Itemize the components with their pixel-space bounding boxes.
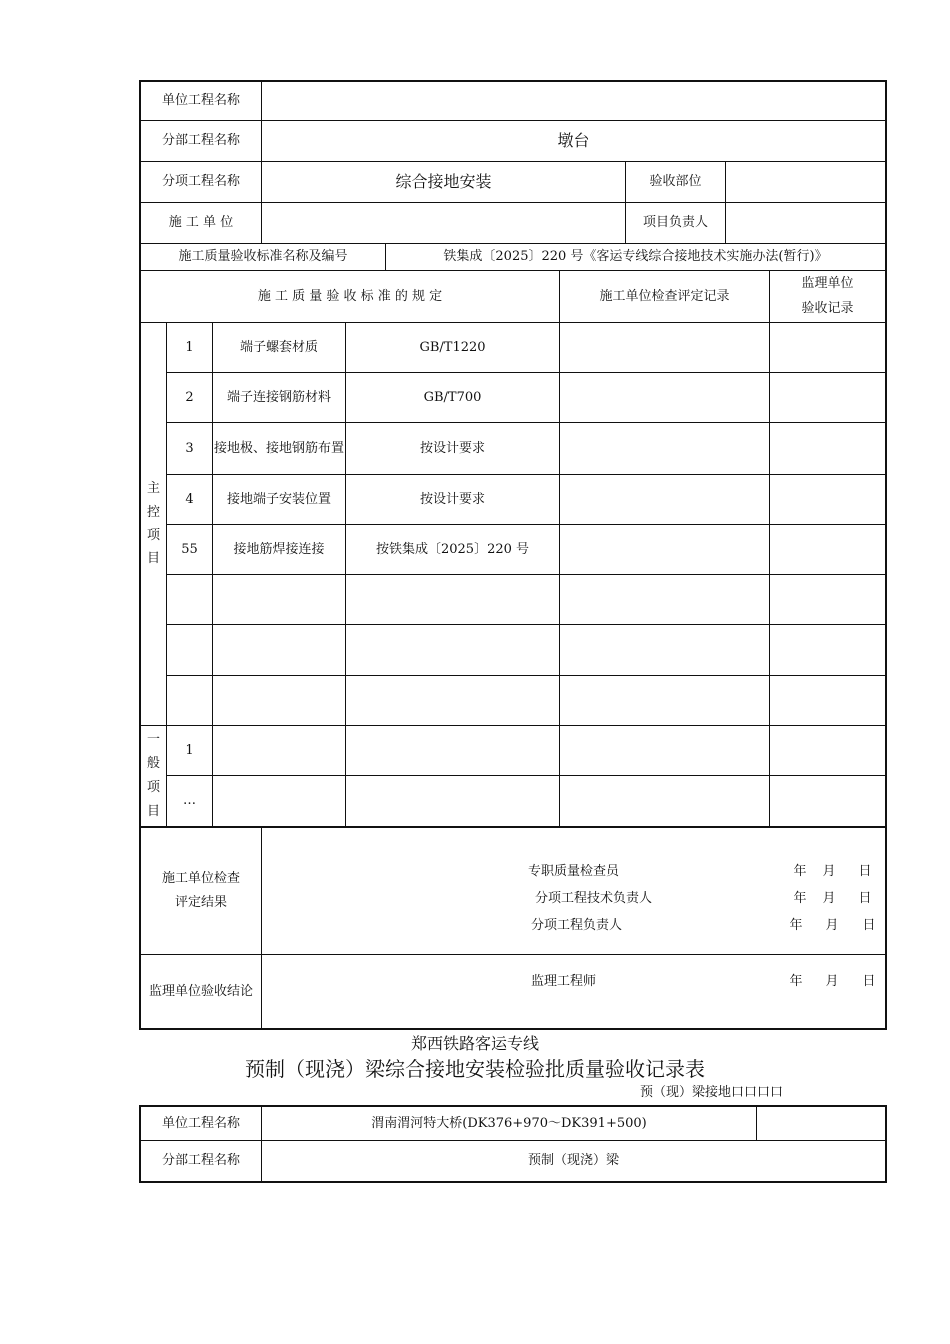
date-month: 月: [825, 918, 839, 934]
form2-sub-project-value: 预制（现浇）梁: [527, 1153, 619, 1169]
form2-title-line2: 预制（现浇）梁综合接地安装检验批质量验收记录表: [245, 1057, 705, 1081]
supervision-engineer-label: 监理工程师: [531, 974, 597, 990]
row-standard: 按设计要求: [419, 440, 485, 456]
main-control-char: 控: [146, 504, 160, 520]
row-number: 2: [185, 389, 194, 405]
row-item: 接地端子安装位置: [226, 491, 331, 507]
row-standard: GB/T1220: [419, 339, 486, 355]
acceptance-part-value: [726, 162, 885, 202]
general-char: 目: [146, 804, 160, 820]
technical-leader-label: 分项工程技术负责人: [535, 891, 653, 907]
general-items-label: [141, 726, 166, 826]
date-year: 年: [789, 918, 803, 934]
general-char: 般: [146, 755, 160, 771]
date-day: 日: [862, 974, 876, 990]
form2-code: 预（现）梁接地口口口口: [640, 1085, 784, 1101]
check-result-line1: 施工单位检查: [161, 870, 240, 886]
row-standard: 按设计要求: [419, 491, 485, 507]
row-standard: GB/T700: [423, 389, 482, 405]
row-number: 55: [181, 541, 198, 557]
project-leader-value: [726, 203, 885, 243]
sub-project-label: 分部工程名称: [161, 133, 240, 149]
standard-label: 施工质量验收标准名称及编号: [178, 249, 348, 265]
supervision-conclusion-label: 监理单位验收结论: [148, 983, 253, 999]
date-day: 日: [862, 918, 876, 934]
row-standard: 按铁集成〔2025〕220 号: [375, 541, 530, 557]
row-number: 1: [185, 339, 194, 355]
supervision-record-header: [770, 271, 885, 322]
row-item: 端子螺套材质: [239, 339, 318, 355]
general-char: 项: [146, 780, 160, 795]
row-item: 接地极、接地钢筋布置: [214, 440, 345, 456]
date-month: 月: [822, 864, 836, 880]
unit-project-value: [262, 82, 885, 120]
main-control-label: [141, 323, 166, 725]
check-result-line2: 评定结果: [174, 895, 227, 910]
date-year: 年: [793, 891, 807, 907]
form2-unit-project-label: 单位工程名称: [161, 1115, 240, 1131]
project-leader-label: 项目负责人: [642, 215, 708, 231]
sub-project-value: 墩台: [557, 131, 590, 150]
form2-unit-project-value: 渭南渭河特大桥(DK376+970～DK391+500): [371, 1115, 647, 1131]
main-control-char: 项: [146, 528, 160, 543]
item-project-value: 综合接地安装: [395, 172, 492, 191]
supervision-header-line2: 验收记录: [801, 300, 854, 316]
item-leader-label: 分项工程负责人: [531, 918, 623, 934]
standard-value: 铁集成〔2025〕220 号《客运专线综合接地技术实施办法(暂行)》: [443, 249, 828, 265]
check-record-header: 施工单位检查评定记录: [599, 288, 730, 304]
row-number: 3: [185, 440, 194, 456]
row-item: 端子连接钢筋材料: [226, 389, 331, 405]
date-day: 日: [858, 891, 872, 907]
check-result-label: [141, 828, 261, 954]
general-row-number: …: [183, 793, 196, 809]
general-row-number: 1: [185, 742, 194, 758]
general-char: 一: [146, 731, 160, 747]
date-year: 年: [789, 974, 803, 990]
date-month: 月: [825, 974, 839, 990]
main-control-char: 目: [146, 551, 160, 567]
item-project-label: 分项工程名称: [161, 174, 240, 190]
spec-header: 施 工 质 量 验 收 标 准 的 规 定: [257, 288, 443, 304]
construction-unit-value: [262, 203, 625, 243]
date-day: 日: [858, 864, 872, 880]
row-item: 接地筋焊接连接: [233, 541, 325, 557]
supervision-header-line1: 监理单位: [801, 276, 854, 292]
main-control-char: 主: [146, 481, 160, 497]
quality-inspector-label: 专职质量检查员: [528, 864, 620, 880]
construction-unit-label: 施 工 单 位: [168, 215, 234, 231]
unit-project-label: 单位工程名称: [161, 93, 240, 109]
date-month: 月: [822, 891, 836, 907]
form2-title-line1: 郑西铁路客运专线: [410, 1034, 539, 1053]
row-number: 4: [185, 491, 194, 507]
acceptance-part-label: 验收部位: [649, 174, 702, 190]
date-year: 年: [793, 864, 807, 880]
form2-sub-project-label: 分部工程名称: [161, 1153, 240, 1169]
